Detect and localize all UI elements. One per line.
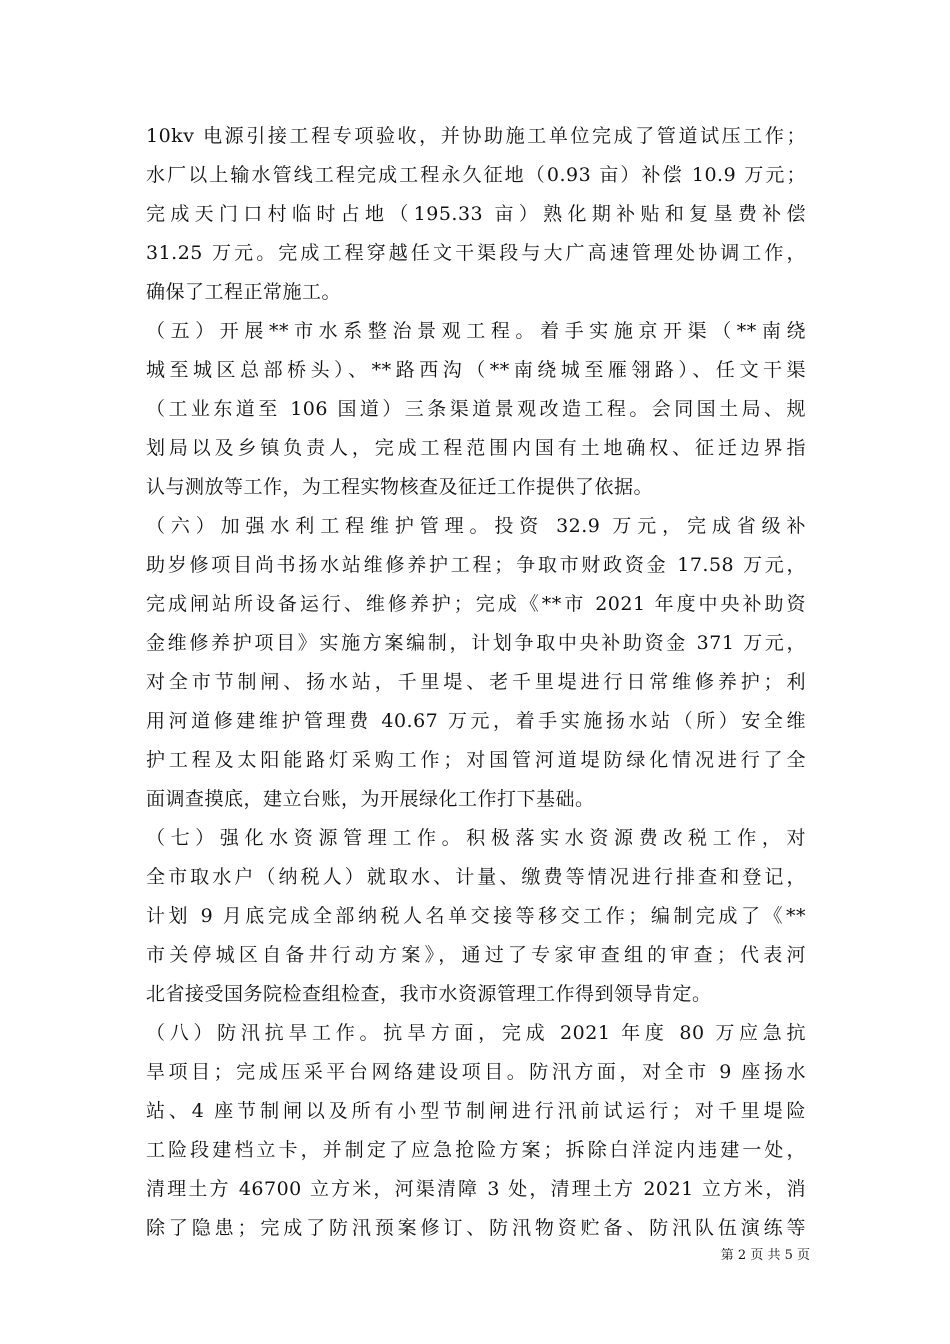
document-body (146, 117, 806, 1248)
text-line: 认与测放等工作，为工程实物核查及征迁工作提供了依据。 (146, 476, 654, 498)
text-line: 助岁修项目尚书扬水站维修养护工程；争取市财政资金 17.58 万元， (146, 554, 806, 576)
text-line: （五）开展**市水系整治景观工程。着手实施京开渠（**南绕 (146, 320, 806, 342)
text-line: 10kv 电源引接工程专项验收，并协助施工单位完成了管道试压工作； (146, 125, 806, 147)
paragraph-section-7 (146, 819, 806, 1014)
text-line: 完成闸站所设备运行、维修养护；完成《**市 2021 年度中央补助资 (146, 593, 806, 615)
text-line: 完成天门口村临时占地（195.33 亩）熟化期补贴和复垦费补偿 (146, 203, 806, 225)
text-line: 对全市节制闸、扬水站，千里堤、老千里堤进行日常维修养护；利 (146, 671, 806, 693)
text-line: 用河道修建维护管理费 40.67 万元，着手实施扬水站（所）安全维 (146, 710, 806, 732)
paragraph-section-8 (146, 1014, 806, 1248)
text-line: 划局以及乡镇负责人，完成工程范围内国有土地确权、征迁边界指 (146, 437, 806, 459)
text-line: 31.25 万元。完成工程穿越任文干渠段与大广高速管理处协调工作， (146, 242, 806, 264)
text-line: 确保了工程正常施工。 (146, 281, 342, 303)
text-line: （六）加强水利工程维护管理。投资 32.9 万元，完成省级补 (146, 515, 806, 537)
text-line: （工业东道至 106 国道）三条渠道景观改造工程。会同国土局、规 (146, 398, 806, 420)
text-line: 护工程及太阳能路灯采购工作；对国管河道堤防绿化情况进行了全 (146, 749, 806, 771)
text-line: 除了隐患；完成了防汛预案修订、防汛物资贮备、防汛队伍演练等 (146, 1217, 806, 1239)
text-line: 面调查摸底，建立台账，为开展绿化工作打下基础。 (146, 788, 595, 810)
paragraph-section-6 (146, 507, 806, 819)
text-line: 北省接受国务院检查组检查，我市水资源管理工作得到领导肯定。 (146, 983, 712, 1005)
text-line: 清理土方 46700 立方米，河渠清障 3 处，清理土方 2021 立方米，消 (146, 1178, 806, 1200)
text-line: （八）防汛抗旱工作。抗旱方面，完成 2021 年度 80 万应急抗 (146, 1022, 806, 1044)
text-line: （七）强化水资源管理工作。积极落实水资源费改税工作，对 (146, 827, 806, 849)
text-line: 市关停城区自备井行动方案》，通过了专家审查组的审查；代表河 (146, 944, 806, 966)
page-number-footer: 第 2 页 共 5 页 (720, 1248, 810, 1263)
text-line: 站、4 座节制闸以及所有小型节制闸进行汛前试运行；对千里堤险 (146, 1100, 806, 1122)
text-line: 旱项目；完成压采平台网络建设项目。防汛方面，对全市 9 座扬水 (146, 1061, 806, 1083)
text-line: 全市取水户（纳税人）就取水、计量、缴费等情况进行排查和登记， (146, 866, 806, 888)
text-line: 计划 9 月底完成全部纳税人名单交接等移交工作；编制完成了《** (146, 905, 806, 927)
paragraph-1 (146, 117, 806, 312)
text-line: 工险段建档立卡，并制定了应急抢险方案；拆除白洋淀内违建一处， (146, 1139, 806, 1161)
paragraph-section-5 (146, 312, 806, 507)
text-line: 城至城区总部桥头）、**路西沟（**南绕城至雁翎路）、任文干渠 (146, 359, 806, 381)
text-line: 金维修养护项目》实施方案编制，计划争取中央补助资金 371 万元， (146, 632, 806, 654)
text-line: 水厂以上输水管线工程完成工程永久征地（0.93 亩）补偿 10.9 万元； (146, 164, 806, 186)
